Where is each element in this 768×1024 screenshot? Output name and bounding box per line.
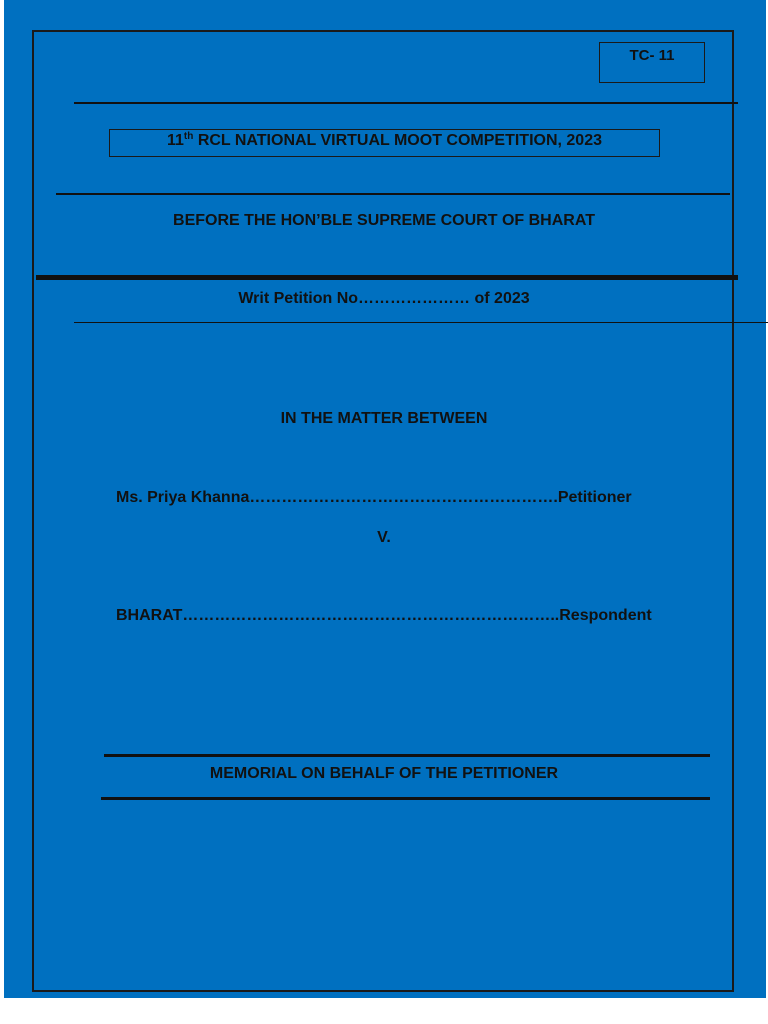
matter-heading: IN THE MATTER BETWEEN	[280, 410, 488, 427]
team-code: TC- 11	[629, 47, 675, 64]
competition-number: 11	[167, 132, 184, 149]
memorial-title: MEMORIAL ON BEHALF OF THE PETITIONER	[209, 765, 559, 782]
petition-rule	[74, 322, 768, 323]
memorial-top-rule	[104, 754, 710, 757]
competition-rule	[56, 193, 730, 195]
petitioner-line: Ms. Priya Khanna………………………………………………….Petitioner	[116, 489, 632, 506]
competition-ordinal-suffix: th	[183, 131, 194, 142]
court-thick-rule	[36, 275, 738, 280]
cover-border-frame	[32, 30, 734, 992]
top-rule	[74, 102, 738, 104]
respondent-line: BHARAT……………………………………………………………..Respondent	[116, 607, 652, 624]
versus: V.	[377, 529, 391, 546]
court-heading: BEFORE THE HON’BLE SUPREME COURT OF BHARAT	[173, 212, 595, 229]
memorial-bottom-rule	[101, 797, 710, 800]
competition-name: RCL NATIONAL VIRTUAL MOOT COMPETITION, 2023	[193, 132, 602, 149]
competition-title	[109, 133, 660, 149]
writ-petition-number: Writ Petition No………………… of 2023	[238, 290, 530, 307]
